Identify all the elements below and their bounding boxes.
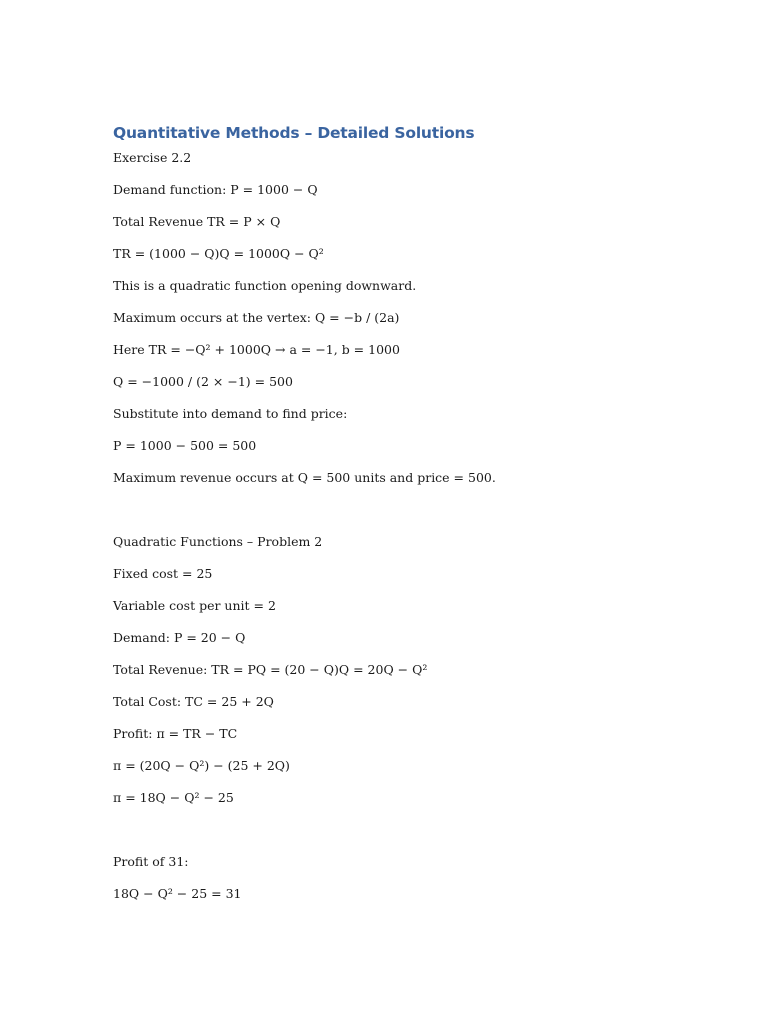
text-line: Fixed cost = 25 — [113, 566, 213, 581]
text-line: Profit: π = TR − TC — [113, 726, 238, 741]
text-line: π = 18Q − Q² − 25 — [113, 790, 234, 805]
text-line: π = (20Q − Q²) − (25 + 2Q) — [113, 758, 290, 773]
text-line: P = 1000 − 500 = 500 — [113, 438, 257, 453]
problem-label: Quadratic Functions – Problem 2 — [113, 534, 323, 549]
text-line: 18Q − Q² − 25 = 31 — [113, 886, 242, 901]
text-line: Here TR = −Q² + 1000Q → a = −1, b = 1000 — [113, 342, 400, 357]
text-line: TR = (1000 − Q)Q = 1000Q − Q² — [113, 246, 324, 261]
text-line: Profit of 31: — [113, 854, 189, 869]
text-line: Substitute into demand to find price: — [113, 406, 348, 421]
text-line: Maximum occurs at the vertex: Q = −b / (2a) — [113, 310, 400, 325]
document-title: Quantitative Methods – Detailed Solutions — [113, 124, 475, 142]
text-line: Demand: P = 20 − Q — [113, 630, 246, 645]
text-line: Demand function: P = 1000 − Q — [113, 182, 318, 197]
text-line: Total Revenue: TR = PQ = (20 − Q)Q = 20Q − Q² — [113, 662, 428, 677]
text-line: Total Cost: TC = 25 + 2Q — [113, 694, 274, 709]
text-line: This is a quadratic function opening downward. — [113, 278, 417, 293]
exercise-label: Exercise 2.2 — [113, 150, 192, 165]
text-line: Total Revenue TR = P × Q — [113, 214, 281, 229]
text-line: Variable cost per unit = 2 — [113, 598, 276, 613]
text-line: Maximum revenue occurs at Q = 500 units and price = 500. — [113, 470, 496, 485]
text-line: Q = −1000 / (2 × −1) = 500 — [113, 374, 293, 389]
